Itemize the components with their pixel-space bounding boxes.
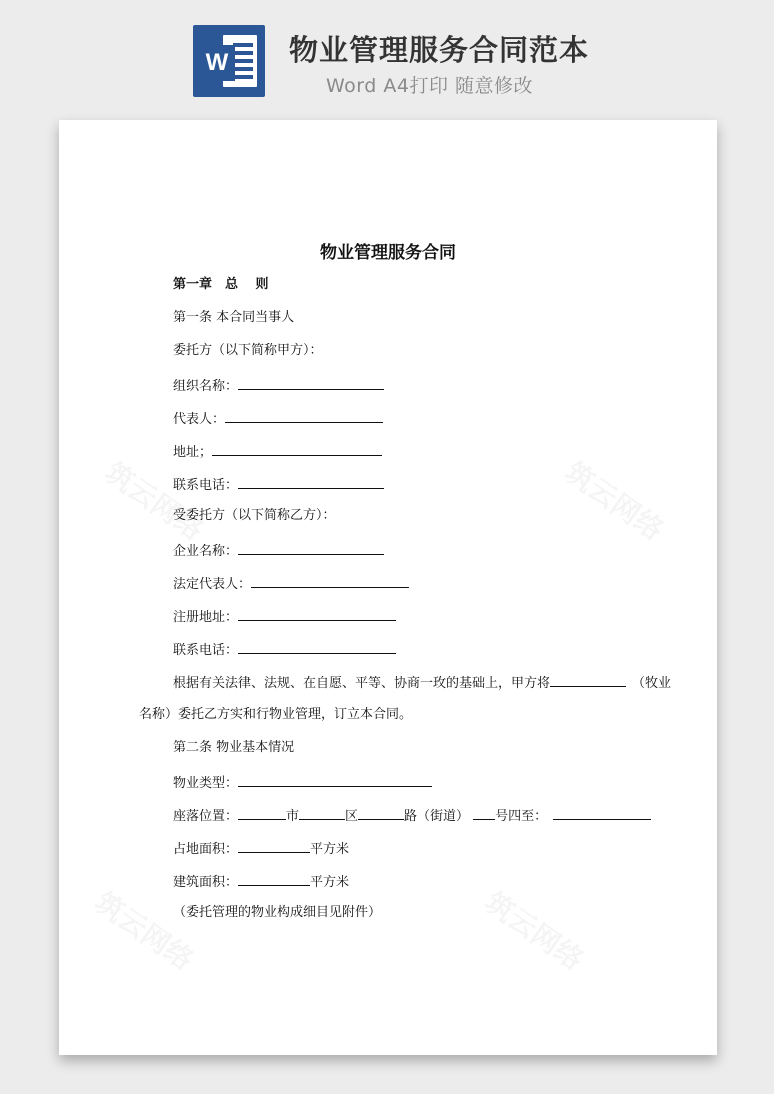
location-text: 市 [286, 809, 300, 824]
unit-text: 平方米 [310, 875, 350, 890]
paragraph-text: 根据有关法律、法规、在自愿、平等、协商一玫的基础上，甲方将 [173, 676, 551, 691]
field-label: 建筑面积： [173, 875, 239, 890]
location-text: 区 [345, 809, 359, 824]
company-field [173, 541, 384, 560]
blank-line [299, 806, 345, 820]
party-b-heading: 受委托方（以下简称乙方）： [173, 508, 336, 523]
field-label: 代表人： [173, 412, 226, 427]
document-page [59, 120, 717, 1055]
field-label: 地址； [173, 445, 213, 460]
field-label: 注册地址： [173, 610, 239, 625]
blank-line [238, 839, 310, 853]
paragraph-text: （牧业 [632, 676, 672, 691]
watermark [558, 451, 673, 548]
blank-line [238, 607, 396, 621]
field-label: 联系电话： [173, 643, 239, 658]
address-field [173, 442, 382, 461]
location-text: 路（街道） [404, 809, 470, 824]
blank-line [358, 806, 404, 820]
chapter-heading: 第一章 总 则 [173, 277, 269, 292]
word-letter: W [199, 45, 235, 81]
blank-line [238, 806, 286, 820]
blank-line [238, 773, 432, 787]
blank-line [550, 673, 626, 687]
article-2: 第二条 物业基本情况 [173, 740, 295, 755]
phone-field-a [173, 475, 384, 494]
blank-line [553, 806, 651, 820]
field-label: 法定代表人： [173, 577, 252, 592]
blank-line [225, 409, 383, 423]
org-name-field [173, 376, 384, 395]
word-icon [193, 25, 265, 97]
field-label: 物业类型： [173, 776, 239, 791]
blank-line [251, 574, 409, 588]
land-area-field [173, 839, 349, 858]
phone-field-b [173, 640, 396, 659]
legal-rep-field [173, 574, 409, 593]
field-label: 占地面积： [173, 842, 239, 857]
field-label: 联系电话： [173, 478, 239, 493]
blank-line [212, 442, 382, 456]
header-subtitle: Word A4打印 随意修改 [326, 75, 534, 97]
paragraph-line-1 [173, 673, 671, 692]
field-label: 企业名称： [173, 544, 239, 559]
blank-line [238, 541, 384, 555]
appendix-note: （委托管理的物业构成细目见附件） [173, 905, 382, 920]
article-1: 第一条 本合同当事人 [173, 310, 295, 325]
field-label: 组织名称： [173, 379, 239, 394]
watermark [478, 881, 593, 978]
reg-address-field [173, 607, 396, 626]
blank-line [238, 640, 396, 654]
paragraph-line-2: 名称）委托乙方实和行物业管理，订立本合同。 [139, 707, 413, 722]
blank-line [473, 806, 495, 820]
header [0, 0, 774, 115]
party-a-heading: 委托方（以下简称甲方）： [173, 343, 323, 358]
document-title: 物业管理服务合同 [320, 243, 456, 263]
blank-line [238, 475, 384, 489]
field-label: 座落位置： [173, 809, 239, 824]
rep-field [173, 409, 383, 428]
blank-line [238, 376, 384, 390]
watermark [88, 881, 203, 978]
location-field [173, 806, 651, 825]
building-area-field [173, 872, 349, 891]
watermark [98, 451, 213, 548]
location-text: 号四至： [495, 809, 548, 824]
property-type-field [173, 773, 432, 792]
header-title: 物业管理服务合同范本 [289, 33, 590, 67]
blank-line [238, 872, 310, 886]
unit-text: 平方米 [310, 842, 350, 857]
